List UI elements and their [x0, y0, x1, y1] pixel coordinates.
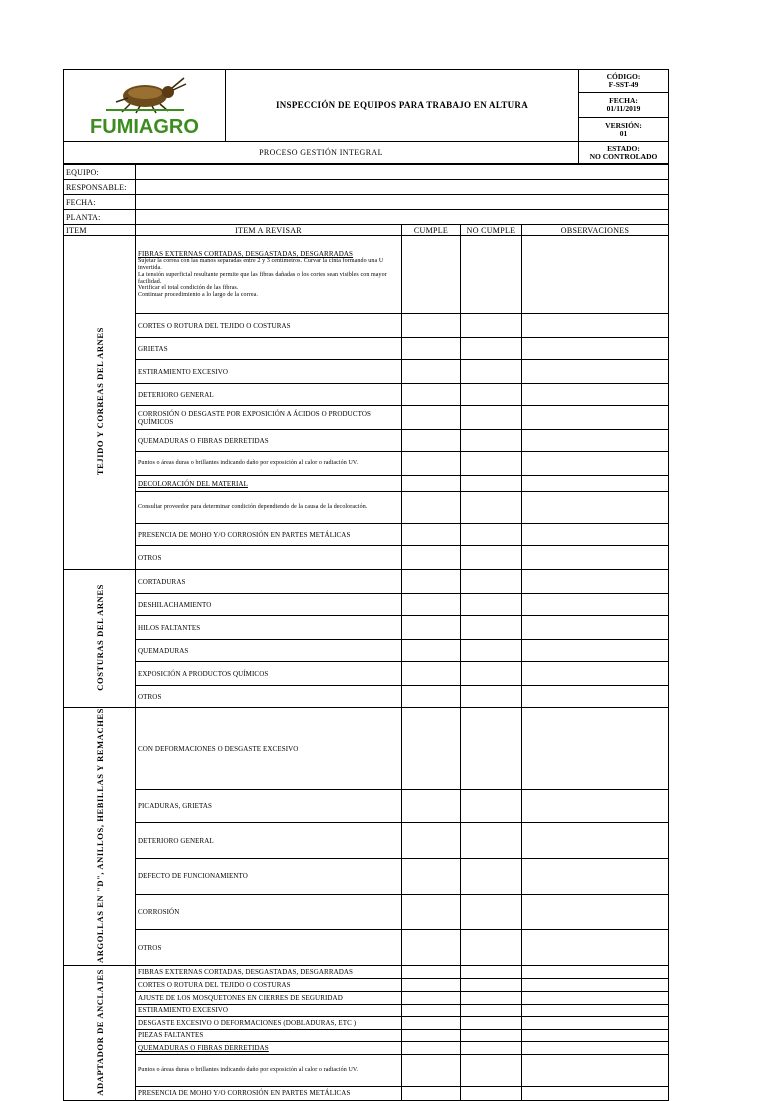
item-cell [136, 594, 402, 616]
observaciones-cell[interactable] [522, 236, 669, 314]
no-cumple-checkbox-cell[interactable] [461, 823, 522, 859]
estado-cell [579, 142, 669, 164]
item-label: PRESENCIA DE MOHO Y/O CORROSIÓN EN PARTES METÁLICAS [138, 530, 351, 539]
section-label: COSTURAS DEL ARNES [94, 584, 105, 691]
item-label: CORTES O ROTURA DEL TEJIDO O COSTURAS [138, 980, 291, 989]
item-cell [136, 640, 402, 662]
item-label: FIBRAS EXTERNAS CORTADAS, DESGASTADAS, DESGARRADAS [138, 967, 354, 976]
item-label: DEFECTO DE FUNCIONAMIENTO [138, 872, 248, 881]
cumple-checkbox-cell[interactable] [402, 790, 461, 823]
cumple-checkbox-cell[interactable] [402, 1016, 461, 1029]
item-label: PICADURAS, GRIETAS [138, 802, 212, 811]
table-row [64, 1029, 669, 1041]
version-label: VERSIÓN: [605, 120, 642, 130]
item-cell [136, 492, 402, 524]
item-cell [136, 708, 402, 790]
table-row [64, 823, 669, 859]
observaciones-cell[interactable] [522, 594, 669, 616]
observaciones-cell[interactable] [522, 858, 669, 894]
table-row [64, 314, 669, 338]
observaciones-cell[interactable] [522, 662, 669, 686]
inspection-form [63, 69, 668, 1101]
col-observaciones: OBSERVACIONES [522, 225, 669, 236]
observaciones-cell[interactable] [522, 790, 669, 823]
cumple-checkbox-cell[interactable] [402, 384, 461, 406]
table-row [64, 616, 669, 640]
observaciones-cell[interactable] [522, 1004, 669, 1016]
no-cumple-checkbox-cell[interactable] [461, 1004, 522, 1016]
cumple-checkbox-cell[interactable] [402, 360, 461, 384]
item-label: AJUSTE DE LOS MOSQUETONES EN CIERRES DE SEGURIDAD [138, 993, 343, 1002]
table-row [64, 991, 669, 1004]
observaciones-cell[interactable] [522, 524, 669, 546]
no-cumple-checkbox-cell[interactable] [461, 452, 522, 476]
no-cumple-checkbox-cell[interactable] [461, 616, 522, 640]
item-label: PRESENCIA DE MOHO Y/O CORROSIÓN EN PARTES METÁLICAS [138, 1089, 351, 1098]
cumple-checkbox-cell[interactable] [402, 236, 461, 314]
no-cumple-checkbox-cell[interactable] [461, 790, 522, 823]
table-row [64, 1041, 669, 1054]
cumple-checkbox-cell[interactable] [402, 594, 461, 616]
item-label: PIEZAS FALTANTES [138, 1031, 204, 1040]
item-label: DESGASTE EXCESIVO O DEFORMACIONES (DOBLADURAS, ETC ) [138, 1018, 357, 1027]
field-label: RESPONSABLE: [64, 180, 136, 195]
cumple-checkbox-cell[interactable] [402, 823, 461, 859]
table-row [64, 1016, 669, 1029]
table-row [64, 686, 669, 708]
cumple-checkbox-cell[interactable] [402, 524, 461, 546]
table-row [64, 790, 669, 823]
table-row [64, 1086, 669, 1100]
item-label: GRIETAS [138, 344, 168, 353]
item-cell [136, 991, 402, 1004]
table-row [64, 338, 669, 360]
no-cumple-checkbox-cell[interactable] [461, 662, 522, 686]
section-label-cell [64, 965, 136, 1100]
item-cell [136, 236, 402, 314]
version-value: 01 [619, 128, 628, 138]
cumple-checkbox-cell[interactable] [402, 492, 461, 524]
field-row [64, 180, 669, 195]
item-cell [136, 546, 402, 570]
item-label: ESTIRAMIENTO EXCESIVO [138, 1006, 229, 1015]
cumple-checkbox-cell[interactable] [402, 338, 461, 360]
fecha-value: 01/11/2019 [606, 104, 641, 113]
no-cumple-checkbox-cell[interactable] [461, 991, 522, 1004]
item-label: DETERIORO GENERAL [138, 836, 214, 845]
fecha-label: FECHA: [609, 96, 638, 105]
item-cell [136, 406, 402, 430]
no-cumple-checkbox-cell[interactable] [461, 384, 522, 406]
observaciones-cell[interactable] [522, 708, 669, 790]
item-label: CORROSIÓN [138, 907, 180, 916]
item-cell [136, 360, 402, 384]
cumple-checkbox-cell[interactable] [402, 546, 461, 570]
no-cumple-checkbox-cell[interactable] [461, 1029, 522, 1041]
cumple-checkbox-cell[interactable] [402, 1041, 461, 1054]
observaciones-cell[interactable] [522, 1054, 669, 1086]
observaciones-cell[interactable] [522, 360, 669, 384]
no-cumple-checkbox-cell[interactable] [461, 430, 522, 452]
item-cell [136, 314, 402, 338]
item-note: Sujetar la correa con las manos separadas entre 2 y 3 centímetros. Curvar la cinta formando una U invertida. La tensión superficial resultante permite que las fibras dañadas o los cortes sean visibles con mayor facilidad. Verificar el total condición de las fibras. Continuar procedimiento a lo largo de la correa. [138, 258, 387, 299]
table-row [64, 546, 669, 570]
no-cumple-checkbox-cell[interactable] [461, 894, 522, 930]
no-cumple-checkbox-cell[interactable] [461, 236, 522, 314]
observaciones-cell[interactable] [522, 430, 669, 452]
cumple-checkbox-cell[interactable] [402, 570, 461, 594]
no-cumple-checkbox-cell[interactable] [461, 338, 522, 360]
no-cumple-checkbox-cell[interactable] [461, 1016, 522, 1029]
table-row [64, 430, 669, 452]
cumple-checkbox-cell[interactable] [402, 686, 461, 708]
item-note: Puntos o áreas duras o brillantes indicando daño por exposición al calor o radiación UV. [138, 460, 359, 467]
field-value[interactable] [136, 165, 669, 180]
field-label: FECHA: [64, 195, 136, 210]
table-row [64, 594, 669, 616]
field-row [64, 195, 669, 210]
observaciones-cell[interactable] [522, 991, 669, 1004]
item-label: DECOLORACIÓN DEL MATERIAL [138, 479, 248, 488]
section-label: ARGOLLAS EN "D", ANILLOS, HEBILLAS Y REMACHES [94, 708, 105, 963]
item-cell [136, 476, 402, 492]
logo-text: FUMIAGRO [90, 115, 199, 138]
item-label: ESTIRAMIENTO EXCESIVO [138, 367, 229, 376]
company-logo [64, 70, 226, 142]
observaciones-cell[interactable] [522, 965, 669, 978]
cumple-checkbox-cell[interactable] [402, 1004, 461, 1016]
cumple-checkbox-cell[interactable] [402, 640, 461, 662]
no-cumple-checkbox-cell[interactable] [461, 978, 522, 991]
item-label: QUEMADURAS O FIBRAS DERRETIDAS [138, 1043, 269, 1052]
field-row [64, 210, 669, 225]
section-label: ADAPTADOR DE ANCLAJES [94, 968, 105, 1096]
item-cell [136, 790, 402, 823]
proceso-cell: PROCESO GESTIÓN INTEGRAL [64, 142, 579, 164]
observaciones-cell[interactable] [522, 314, 669, 338]
observaciones-cell[interactable] [522, 978, 669, 991]
item-cell [136, 1054, 402, 1086]
item-label: FIBRAS EXTERNAS CORTADAS, DESGASTADAS, DESGARRADAS [138, 250, 354, 259]
fecha-cell [579, 93, 669, 118]
no-cumple-checkbox-cell[interactable] [461, 570, 522, 594]
col-cumple: CUMPLE [402, 225, 461, 236]
field-value[interactable] [136, 195, 669, 210]
codigo-label: CÓDIGO: [606, 72, 641, 81]
observaciones-cell[interactable] [522, 640, 669, 662]
no-cumple-checkbox-cell[interactable] [461, 594, 522, 616]
table-row [64, 476, 669, 492]
item-label: QUEMADURAS O FIBRAS DERRETIDAS [138, 436, 269, 445]
item-cell [136, 1004, 402, 1016]
column-headers [64, 225, 669, 236]
cumple-checkbox-cell[interactable] [402, 708, 461, 790]
section-label: TEJIDO Y CORREAS DEL ARNES [94, 327, 105, 476]
item-label: CORTES O ROTURA DEL TEJIDO O COSTURAS [138, 321, 291, 330]
item-cell [136, 524, 402, 546]
no-cumple-checkbox-cell[interactable] [461, 1054, 522, 1086]
item-cell [136, 662, 402, 686]
observaciones-cell[interactable] [522, 338, 669, 360]
table-row [64, 1004, 669, 1016]
col-item: ITEM [64, 225, 136, 236]
field-label: PLANTA: [64, 210, 136, 225]
table-row [64, 492, 669, 524]
no-cumple-checkbox-cell[interactable] [461, 314, 522, 338]
cumple-checkbox-cell[interactable] [402, 1029, 461, 1041]
cumple-checkbox-cell[interactable] [402, 1054, 461, 1086]
estado-label: ESTADO: [607, 143, 640, 153]
table-row [64, 406, 669, 430]
table-row [64, 858, 669, 894]
observaciones-cell[interactable] [522, 616, 669, 640]
cumple-checkbox-cell[interactable] [402, 858, 461, 894]
item-label: OTROS [138, 553, 162, 562]
field-value[interactable] [136, 210, 669, 225]
table-row [64, 236, 669, 314]
item-label: CON DEFORMACIONES O DESGASTE EXCESIVO [138, 744, 299, 753]
cumple-checkbox-cell[interactable] [402, 662, 461, 686]
observaciones-cell[interactable] [522, 492, 669, 524]
version-cell [579, 118, 669, 142]
table-row [64, 662, 669, 686]
item-label: CORTADURAS [138, 577, 186, 586]
no-cumple-checkbox-cell[interactable] [461, 686, 522, 708]
table-row [64, 384, 669, 406]
field-row [64, 165, 669, 180]
no-cumple-checkbox-cell[interactable] [461, 1086, 522, 1100]
observaciones-cell[interactable] [522, 930, 669, 966]
observaciones-cell[interactable] [522, 570, 669, 594]
observaciones-cell[interactable] [522, 823, 669, 859]
observaciones-cell[interactable] [522, 476, 669, 492]
item-cell [136, 965, 402, 978]
item-label: QUEMADURAS [138, 646, 189, 655]
no-cumple-checkbox-cell[interactable] [461, 476, 522, 492]
observaciones-cell[interactable] [522, 1016, 669, 1029]
table-row [64, 524, 669, 546]
item-cell [136, 1016, 402, 1029]
cumple-checkbox-cell[interactable] [402, 930, 461, 966]
cumple-checkbox-cell[interactable] [402, 476, 461, 492]
item-cell [136, 894, 402, 930]
observaciones-cell[interactable] [522, 686, 669, 708]
item-cell [136, 686, 402, 708]
item-note: Puntos o áreas duras o brillantes indicando daño por exposición al calor o radiación UV. [138, 1067, 359, 1074]
item-note: Consultar proveedor para determinar condición dependiendo de la causa de la decoloración. [138, 504, 368, 511]
item-label: OTROS [138, 943, 162, 952]
table-row [64, 978, 669, 991]
section-label-cell [64, 708, 136, 966]
no-cumple-checkbox-cell[interactable] [461, 930, 522, 966]
item-cell [136, 616, 402, 640]
item-cell [136, 384, 402, 406]
no-cumple-checkbox-cell[interactable] [461, 965, 522, 978]
table-row [64, 708, 669, 790]
item-cell [136, 570, 402, 594]
item-label: DESHILACHAMIENTO [138, 600, 212, 609]
item-cell [136, 1041, 402, 1054]
item-cell [136, 858, 402, 894]
cumple-checkbox-cell[interactable] [402, 1086, 461, 1100]
no-cumple-checkbox-cell[interactable] [461, 858, 522, 894]
cumple-checkbox-cell[interactable] [402, 991, 461, 1004]
no-cumple-checkbox-cell[interactable] [461, 360, 522, 384]
cumple-checkbox-cell[interactable] [402, 616, 461, 640]
no-cumple-checkbox-cell[interactable] [461, 1041, 522, 1054]
table-row [64, 452, 669, 476]
observaciones-cell[interactable] [522, 384, 669, 406]
estado-value: NO CONTROLADO [589, 151, 658, 161]
form-body [63, 164, 669, 1101]
cumple-checkbox-cell[interactable] [402, 894, 461, 930]
table-row [64, 930, 669, 966]
observaciones-cell[interactable] [522, 1086, 669, 1100]
cumple-checkbox-cell[interactable] [402, 452, 461, 476]
field-value[interactable] [136, 180, 669, 195]
item-label: EXPOSICIÓN A PRODUCTOS QUÍMICOS [138, 669, 269, 678]
field-label: EQUIPO: [64, 165, 136, 180]
item-cell [136, 930, 402, 966]
observaciones-cell[interactable] [522, 894, 669, 930]
beetle-icon [100, 74, 190, 114]
observaciones-cell[interactable] [522, 546, 669, 570]
no-cumple-checkbox-cell[interactable] [461, 406, 522, 430]
cumple-checkbox-cell[interactable] [402, 406, 461, 430]
observaciones-cell[interactable] [522, 1041, 669, 1054]
observaciones-cell[interactable] [522, 452, 669, 476]
cumple-checkbox-cell[interactable] [402, 430, 461, 452]
table-row [64, 894, 669, 930]
item-cell [136, 452, 402, 476]
item-label: OTROS [138, 692, 162, 701]
item-cell [136, 430, 402, 452]
table-row [64, 360, 669, 384]
cumple-checkbox-cell[interactable] [402, 978, 461, 991]
table-row [64, 1054, 669, 1086]
observaciones-cell[interactable] [522, 406, 669, 430]
item-cell [136, 823, 402, 859]
table-row [64, 965, 669, 978]
item-cell [136, 338, 402, 360]
cumple-checkbox-cell[interactable] [402, 965, 461, 978]
no-cumple-checkbox-cell[interactable] [461, 492, 522, 524]
item-label: HILOS FALTANTES [138, 623, 201, 632]
item-cell [136, 1086, 402, 1100]
codigo-value: F-SST-49 [608, 80, 639, 89]
table-row [64, 570, 669, 594]
form-title: INSPECCIÓN DE EQUIPOS PARA TRABAJO EN ALTURA [226, 70, 579, 142]
col-revisar: ITEM A REVISAR [136, 225, 402, 236]
col-no-cumple: NO CUMPLE [461, 225, 522, 236]
section-label-cell [64, 570, 136, 708]
observaciones-cell[interactable] [522, 1029, 669, 1041]
section-label-cell [64, 236, 136, 570]
no-cumple-checkbox-cell[interactable] [461, 640, 522, 662]
item-cell [136, 978, 402, 991]
no-cumple-checkbox-cell[interactable] [461, 524, 522, 546]
codigo-cell [579, 70, 669, 93]
cumple-checkbox-cell[interactable] [402, 314, 461, 338]
no-cumple-checkbox-cell[interactable] [461, 546, 522, 570]
table-row [64, 640, 669, 662]
no-cumple-checkbox-cell[interactable] [461, 708, 522, 790]
item-label: CORROSIÓN O DESGASTE POR EXPOSICIÓN A ÁCIDOS O PRODUCTOS QUÍMICOS [138, 409, 372, 426]
item-cell [136, 1029, 402, 1041]
form-header [63, 69, 669, 164]
item-label: DETERIORO GENERAL [138, 390, 214, 399]
